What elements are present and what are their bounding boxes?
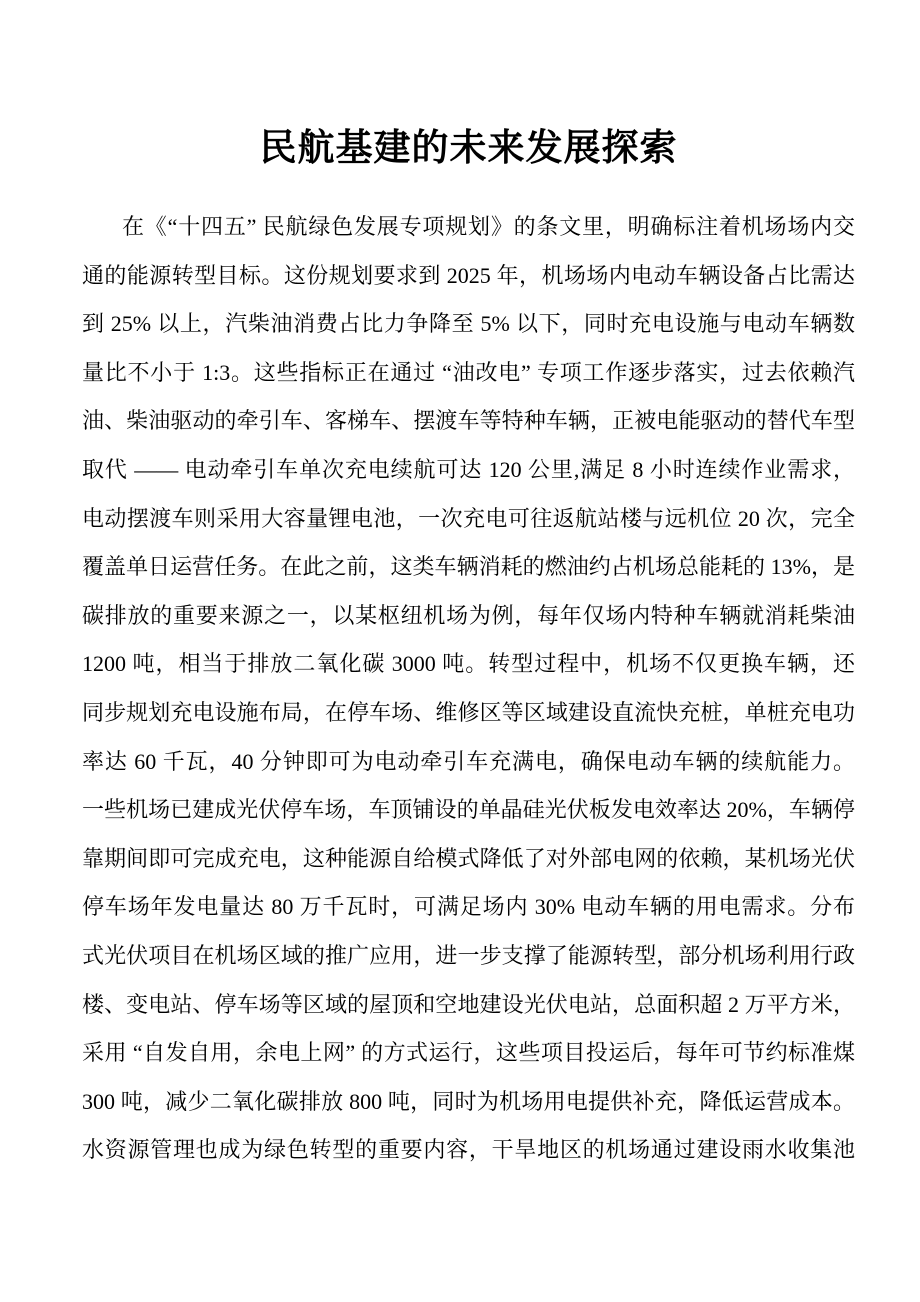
text-line: 到 25% 以上，汽柴油消费占比力争降至 5% 以下，同时充电设施与电动车辆数 [82, 311, 855, 337]
text-line: 1200 吨，相当于排放二氧化碳 3000 吨。转型过程中，机场不仅更换车辆，还 [82, 651, 855, 677]
text-line: 靠期间即可完成充电，这种能源自给模式降低了对外部电网的依赖，某机场光伏 [82, 845, 855, 871]
text-line: 停车场年发电量达 80 万千瓦时，可满足场内 30% 电动车辆的用电需求。分布 [82, 894, 855, 920]
text-line: 采用 “自发自用，余电上网” 的方式运行，这些项目投运后，每年可节约标准煤 [82, 1040, 855, 1066]
text-line: 覆盖单日运营任务。在此之前，这类车辆消耗的燃油约占机场总能耗的 13%，是 [82, 554, 855, 580]
text-line: 取代 —— 电动牵引车单次充电续航可达 120 公里,满足 8 小时连续作业需求， [82, 456, 855, 482]
text-line: 在《“十四五” 民航绿色发展专项规划》的条文里，明确标注着机场场内交 [122, 214, 855, 239]
text-line: 300 吨，减少二氧化碳排放 800 吨，同时为机场用电提供补充，降低运营成本。 [82, 1088, 855, 1114]
text-line: 油、柴油驱动的牵引车、客梯车、摆渡车等特种车辆，正被电能驱动的替代车型 [82, 408, 855, 434]
text-line: 一些机场已建成光伏停车场，车顶铺设的单晶硅光伏板发电效率达 20%，车辆停 [82, 797, 855, 823]
text-line: 通的能源转型目标。这份规划要求到 2025 年，机场场内电动车辆设备占比需达 [82, 262, 855, 288]
text-line: 电动摆渡车则采用大容量锂电池，一次充电可往返航站楼与远机位 20 次，完全 [82, 505, 855, 531]
text-line: 式光伏项目在机场区域的推广应用，进一步支撑了能源转型，部分机场利用行政 [82, 942, 855, 968]
document-title: 民航基建的未来发展探索 [259, 127, 678, 168]
text-line: 碳排放的重要来源之一，以某枢纽机场为例，每年仅场内特种车辆就消耗柴油 [82, 602, 855, 628]
text-line: 楼、变电站、停车场等区域的屋顶和空地建设光伏电站，总面积超 2 万平方米， [82, 991, 855, 1017]
text-line: 水资源管理也成为绿色转型的重要内容，干旱地区的机场通过建设雨水收集池 [82, 1137, 855, 1163]
document-body-paragraph [82, 203, 855, 1175]
text-line: 同步规划充电设施布局，在停车场、维修区等区域建设直流快充桩，单桩充电功 [82, 699, 855, 725]
text-line: 量比不小于 1:3。这些指标正在通过 “油改电” 专项工作逐步落实，过去依赖汽 [82, 359, 855, 385]
text-line: 率达 60 千瓦，40 分钟即可为电动牵引车充满电，确保电动车辆的续航能力。 [82, 748, 855, 774]
